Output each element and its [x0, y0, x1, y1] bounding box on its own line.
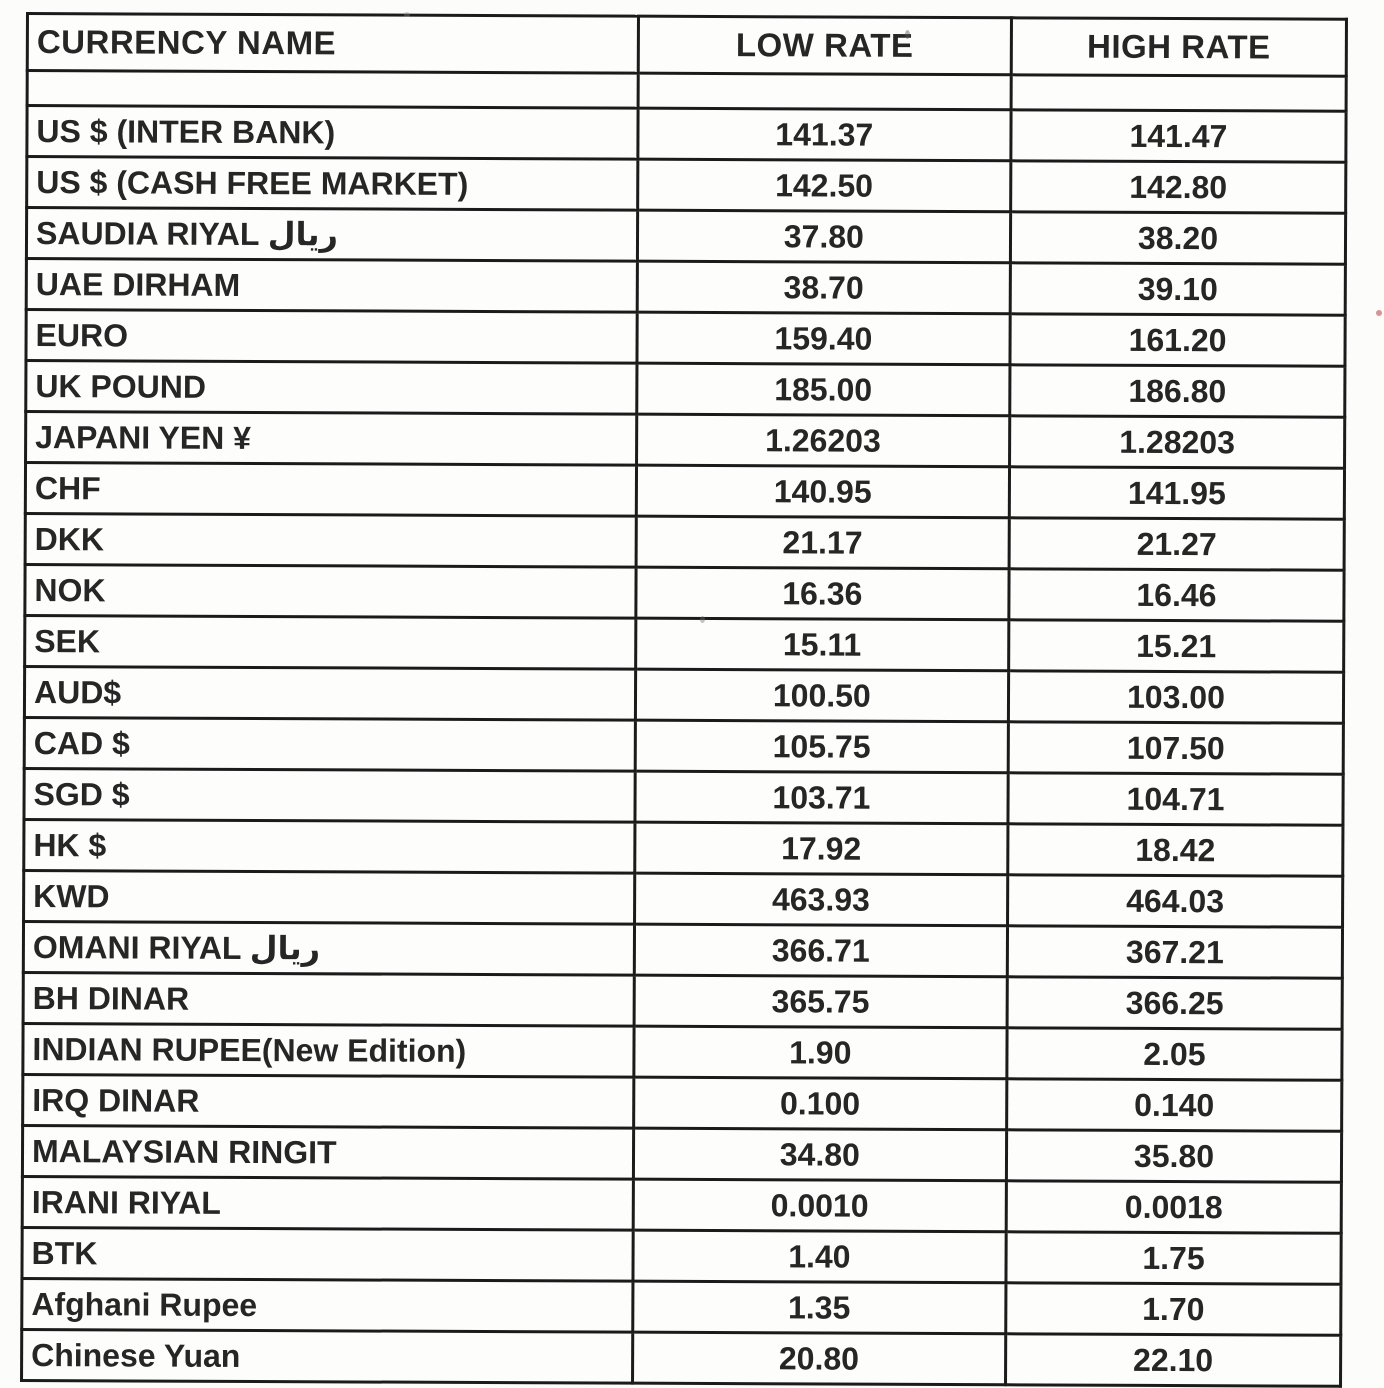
high-rate-cell: 16.46 — [1009, 569, 1344, 621]
table-row — [22, 1227, 1341, 1284]
high-rate-cell: 104.71 — [1008, 773, 1343, 825]
low-rate-cell: 16.36 — [636, 567, 1009, 620]
high-rate-cell: 1.75 — [1006, 1232, 1341, 1284]
high-rate-cell: 141.95 — [1009, 467, 1344, 519]
currency-name-cell: HK $ — [24, 819, 635, 873]
currency-name-cell: MALAYSIAN RINGIT — [22, 1125, 633, 1179]
currency-name-cell: EURO — [26, 310, 637, 364]
low-rate-cell: 159.40 — [637, 312, 1010, 365]
high-rate-cell: 1.28203 — [1009, 416, 1344, 468]
low-rate-cell: 20.80 — [632, 1332, 1005, 1385]
spacer-row — [27, 71, 1346, 112]
scanned-rate-sheet — [20, 12, 1348, 1388]
high-rate-cell: 161.20 — [1010, 314, 1345, 366]
table-row — [22, 1176, 1341, 1233]
low-rate-cell: 17.92 — [634, 822, 1007, 875]
high-rate-cell: 141.47 — [1011, 110, 1346, 162]
table-row — [24, 667, 1343, 724]
high-rate-cell: 464.03 — [1007, 875, 1342, 927]
high-rate-cell: 35.80 — [1006, 1130, 1341, 1182]
low-rate-cell: 103.71 — [635, 771, 1008, 824]
low-rate-cell: 1.90 — [634, 1026, 1007, 1079]
table-row — [26, 208, 1345, 265]
low-rate-cell: 34.80 — [633, 1128, 1006, 1181]
currency-name-cell: JAPANI YEN ¥ — [26, 412, 637, 466]
high-rate-cell: 186.80 — [1010, 365, 1345, 417]
low-rate-cell: 1.35 — [632, 1281, 1005, 1334]
high-rate-cell: 38.20 — [1010, 212, 1345, 264]
currency-name-cell: NOK — [25, 565, 636, 619]
currency-name-cell: DKK — [25, 514, 636, 568]
table-row — [24, 870, 1343, 927]
table-row — [27, 157, 1346, 214]
column-header-low-rate: LOW RATE — [638, 16, 1012, 75]
high-rate-cell: 2.05 — [1007, 1028, 1342, 1080]
table-row — [26, 361, 1345, 418]
table-row — [26, 310, 1345, 367]
spacer-cell — [1011, 75, 1346, 111]
table-row — [25, 616, 1344, 673]
currency-name-cell: US $ (CASH FREE MARKET) — [27, 157, 638, 211]
low-rate-cell: 1.26203 — [636, 414, 1009, 467]
currency-name-cell: IRANI RIYAL — [22, 1176, 633, 1230]
high-rate-cell: 0.140 — [1007, 1079, 1342, 1131]
rate-rows — [22, 106, 1347, 1387]
low-rate-cell: 37.80 — [637, 210, 1010, 263]
table-row — [26, 259, 1345, 316]
table-row — [22, 1329, 1341, 1386]
currency-name-cell: IRQ DINAR — [23, 1074, 634, 1128]
low-rate-cell: 140.95 — [636, 465, 1009, 518]
high-rate-cell: 18.42 — [1008, 824, 1343, 876]
scan-speck — [1376, 310, 1382, 316]
high-rate-cell: 22.10 — [1005, 1334, 1340, 1386]
low-rate-cell: 463.93 — [634, 873, 1007, 926]
currency-name-cell: UK POUND — [26, 361, 637, 415]
low-rate-cell: 100.50 — [635, 669, 1008, 722]
table-row — [22, 1125, 1341, 1182]
currency-name-cell: UAE DIRHAM — [26, 259, 637, 313]
table-row — [24, 819, 1343, 876]
low-rate-cell: 141.37 — [638, 108, 1011, 161]
table-row — [24, 717, 1343, 774]
table-row — [26, 412, 1345, 469]
currency-name-cell: BH DINAR — [23, 972, 634, 1026]
spacer-cell — [27, 71, 638, 109]
spacer-cell — [638, 73, 1011, 110]
header-row — [27, 14, 1346, 77]
column-header-currency-name: CURRENCY NAME — [27, 14, 638, 74]
high-rate-cell: 21.27 — [1009, 518, 1344, 570]
currency-name-cell: KWD — [24, 870, 635, 924]
table-row — [23, 972, 1342, 1029]
table-row — [25, 514, 1344, 571]
table-row — [25, 565, 1344, 622]
table-row — [24, 768, 1343, 825]
high-rate-cell: 15.21 — [1009, 620, 1344, 672]
low-rate-cell: 38.70 — [637, 261, 1010, 314]
currency-name-cell: CAD $ — [24, 717, 635, 771]
high-rate-cell: 367.21 — [1007, 926, 1342, 978]
high-rate-cell: 1.70 — [1006, 1283, 1341, 1335]
currency-rate-table — [20, 12, 1348, 1388]
low-rate-cell: 0.0010 — [633, 1179, 1006, 1232]
high-rate-cell: 103.00 — [1008, 671, 1343, 723]
table-row — [23, 1074, 1342, 1131]
high-rate-cell: 0.0018 — [1006, 1181, 1341, 1233]
currency-name-cell: CHF — [25, 463, 636, 517]
high-rate-cell: 39.10 — [1010, 263, 1345, 315]
low-rate-cell: 1.40 — [633, 1230, 1006, 1283]
table-row — [23, 1023, 1342, 1080]
low-rate-cell: 142.50 — [637, 159, 1010, 212]
currency-name-cell: BTK — [22, 1227, 633, 1281]
low-rate-cell: 185.00 — [636, 363, 1009, 416]
table-row — [25, 463, 1344, 520]
table-row — [22, 1278, 1341, 1335]
currency-name-cell: SAUDIA RIYAL ريال — [26, 208, 637, 262]
low-rate-cell: 15.11 — [635, 618, 1008, 671]
table-row — [27, 106, 1346, 163]
currency-name-cell: US $ (INTER BANK) — [27, 106, 638, 160]
low-rate-cell: 0.100 — [633, 1077, 1006, 1130]
table-row — [23, 921, 1342, 978]
currency-name-cell: OMANI RIYAL ريال — [23, 921, 634, 975]
column-header-high-rate: HIGH RATE — [1011, 18, 1346, 76]
currency-name-cell: AUD$ — [24, 667, 635, 721]
low-rate-cell: 366.71 — [634, 924, 1007, 977]
currency-name-cell: INDIAN RUPEE(New Edition) — [23, 1023, 634, 1077]
low-rate-cell: 105.75 — [635, 720, 1008, 773]
low-rate-cell: 365.75 — [634, 975, 1007, 1028]
high-rate-cell: 142.80 — [1011, 161, 1346, 213]
currency-name-cell: Afghani Rupee — [22, 1278, 633, 1332]
currency-name-cell: Chinese Yuan — [22, 1329, 633, 1383]
currency-name-cell: SEK — [25, 616, 636, 670]
low-rate-cell: 21.17 — [636, 516, 1009, 569]
high-rate-cell: 366.25 — [1007, 977, 1342, 1029]
high-rate-cell: 107.50 — [1008, 722, 1343, 774]
currency-name-cell: SGD $ — [24, 768, 635, 822]
